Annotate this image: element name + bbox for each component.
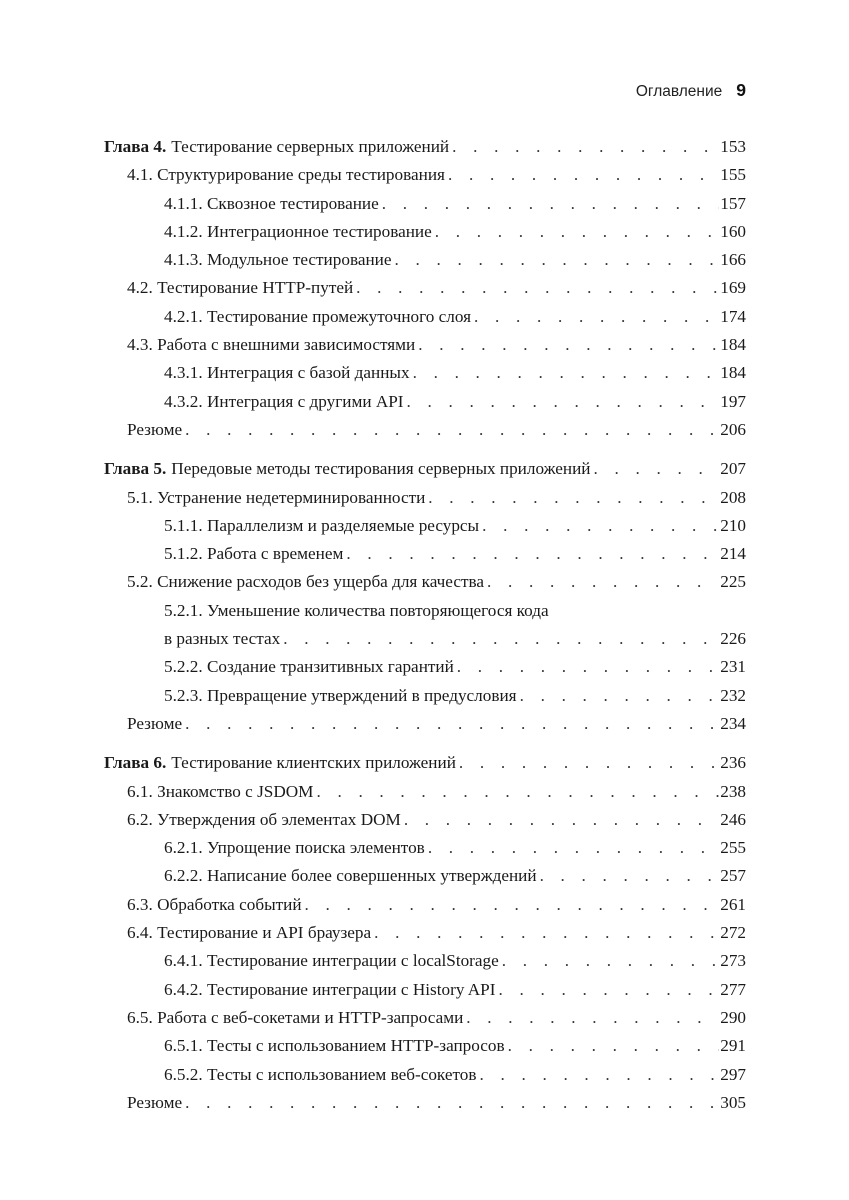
chapter-title: Тестирование серверных приложений [171, 137, 450, 156]
toc-entry[interactable] [104, 891, 746, 919]
entry-title: 5.2. Снижение расходов без ущерба для качества [127, 572, 485, 592]
page-ref: 214 [720, 544, 746, 564]
entry-title-line-2: в разных тестах [164, 629, 281, 649]
entry-title: 6.4. Тестирование и API браузера [127, 923, 372, 943]
page-ref: 232 [720, 685, 746, 705]
entry-title: 4.3.2. Интеграция с другими API [164, 391, 404, 411]
leader-dots [280, 625, 719, 653]
page-ref: 234 [720, 713, 746, 733]
entry-title: 6.2.1. Упрощение поиска элементов [164, 838, 425, 858]
entry-title: 6.1. Знакомство с JSDOM [127, 781, 314, 801]
page-ref: 184 [720, 335, 746, 355]
leader-dots [379, 190, 719, 218]
toc-entry[interactable] [104, 331, 746, 359]
chapter-label: Глава 6. [104, 753, 167, 773]
toc-entry[interactable] [104, 218, 746, 246]
toc-entry[interactable] [104, 484, 746, 512]
toc-entry[interactable] [104, 359, 746, 387]
entry-title: 6.3. Обработка событий [127, 894, 302, 914]
toc-entry[interactable] [104, 1061, 746, 1089]
entry-title: 6.4.1. Тестирование интеграции с localStorage [164, 951, 499, 971]
page-ref: 290 [720, 1007, 746, 1027]
entry-title: 4.3.1. Интеграция с базой данных [164, 363, 410, 383]
toc-entry[interactable] [104, 1032, 746, 1060]
page-ref: 160 [720, 221, 746, 241]
entry-title: 5.1.1. Параллелизм и разделяемые ресурсы [164, 515, 480, 535]
toc-summary[interactable] [104, 710, 746, 738]
leader-dots [471, 303, 719, 331]
leader-dots [476, 1061, 719, 1089]
entry-title: 5.1.2. Работа с временем [164, 544, 344, 564]
page-ref: 255 [720, 838, 746, 858]
toc-entry[interactable] [104, 862, 746, 890]
page-ref: 297 [720, 1064, 746, 1084]
page-ref: 272 [720, 923, 746, 943]
entry-title: 6.5.1. Тесты с использованием HTTP-запросов [164, 1036, 505, 1056]
toc-entry[interactable] [104, 388, 746, 416]
chapter-label: Глава 4. [104, 137, 167, 156]
toc-entry[interactable] [104, 161, 746, 189]
page-ref: 155 [720, 165, 746, 185]
entry-title: 4.1.3. Модульное тестирование [164, 250, 392, 270]
page-ref: 208 [720, 487, 746, 507]
chapter-spacer [104, 444, 746, 455]
toc-entry[interactable] [104, 512, 746, 540]
toc-entry[interactable] [104, 303, 746, 331]
entry-title: 6.2. Утверждения об элементах DOM [127, 809, 401, 829]
page-ref: 153 [720, 137, 746, 156]
entry-title: 6.4.2. Тестирование интеграции с History API [164, 979, 496, 999]
entry-title: Резюме [127, 419, 183, 439]
entry-title: 4.1. Структурирование среды тестирования [127, 165, 445, 185]
leader-dots [182, 710, 719, 738]
leader-dots [495, 976, 719, 1004]
leader-dots [432, 218, 719, 246]
entry-title: 4.1.1. Сквозное тестирование [164, 193, 379, 213]
leader-dots [353, 274, 719, 302]
page-ref: 197 [720, 391, 746, 411]
page-ref: 206 [720, 419, 746, 439]
leader-dots [343, 540, 719, 568]
leader-dots [456, 749, 719, 777]
toc-entry[interactable] [104, 246, 746, 274]
entry-title: 6.5.2. Тесты с использованием веб-сокетов [164, 1064, 477, 1084]
leader-dots [182, 416, 719, 444]
toc-entry[interactable] [104, 190, 746, 218]
toc-entry[interactable] [104, 682, 746, 710]
leader-dots [479, 512, 719, 540]
chapter-title: Тестирование клиентских приложений [171, 753, 456, 773]
header-title: Оглавление [635, 83, 723, 100]
page-ref: 291 [720, 1036, 746, 1056]
toc-entry[interactable] [104, 919, 746, 947]
toc-entry[interactable] [104, 540, 746, 568]
page-ref: 207 [720, 459, 746, 479]
page-ref: 210 [720, 515, 746, 535]
entry-title: 4.1.2. Интеграционное тестирование [164, 221, 432, 241]
entry-title: 5.1. Устранение недетерминированности [127, 487, 426, 507]
leader-dots [445, 161, 719, 189]
leader-dots [505, 1032, 720, 1060]
toc-entry[interactable] [104, 568, 746, 596]
entry-title: Резюме [127, 1092, 183, 1112]
entry-title: 4.2. Тестирование HTTP-путей [127, 278, 354, 298]
toc-entry[interactable] [104, 947, 746, 975]
chapter-spacer [104, 738, 746, 749]
header-page-number: 9 [736, 80, 746, 100]
leader-dots [404, 388, 720, 416]
leader-dots [391, 246, 719, 274]
leader-dots [425, 484, 719, 512]
page-ref: 169 [720, 278, 746, 298]
leader-dots [463, 1004, 719, 1032]
toc-entry[interactable] [104, 976, 746, 1004]
page-ref: 225 [720, 572, 746, 592]
entry-title: 5.2.2. Создание транзитивных гарантий [164, 657, 454, 677]
chapter-label: Глава 5. [104, 459, 167, 479]
toc-entry-multiline[interactable] [104, 597, 746, 654]
page-ref: 226 [720, 629, 746, 649]
entry-title: 4.3. Работа с внешними зависимостями [127, 335, 416, 355]
page-ref: 246 [720, 809, 746, 829]
toc-chapter-5[interactable] [104, 455, 746, 483]
leader-dots [410, 359, 720, 387]
page-ref: 261 [720, 894, 746, 914]
toc-entry[interactable] [104, 778, 746, 806]
leader-dots [415, 331, 719, 359]
toc-summary[interactable] [104, 416, 746, 444]
leader-dots [182, 1089, 719, 1117]
entry-title: 5.2.3. Превращение утверждений в предусловия [164, 685, 517, 705]
toc-entry[interactable] [104, 1004, 746, 1032]
toc-summary[interactable] [104, 1089, 746, 1117]
leader-dots [537, 862, 720, 890]
running-header [636, 80, 746, 101]
leader-dots [591, 455, 720, 483]
entry-title: 6.5. Работа с веб-сокетами и HTTP-запросами [127, 1007, 464, 1027]
leader-dots [454, 653, 719, 681]
page-ref: 238 [720, 781, 746, 801]
entry-title: Резюме [127, 713, 183, 733]
toc-entry[interactable] [104, 653, 746, 681]
toc-entry[interactable] [104, 834, 746, 862]
page-ref: 277 [720, 979, 746, 999]
page-ref: 305 [720, 1092, 746, 1112]
chapter-title: Передовые методы тестирования серверных приложений [171, 459, 591, 479]
leader-dots [484, 568, 719, 596]
page-ref: 184 [720, 363, 746, 383]
page-ref: 174 [720, 306, 746, 326]
entry-title-line-1: 5.2.1. Уменьшение количества повторяющегося кода [164, 600, 549, 620]
leader-dots [425, 834, 719, 862]
leader-dots [449, 133, 719, 161]
leader-dots [517, 682, 720, 710]
page-ref: 166 [720, 250, 746, 270]
page-ref: 273 [720, 951, 746, 971]
toc-entry[interactable] [104, 806, 746, 834]
entry-title: 6.2.2. Написание более совершенных утверждений [164, 866, 537, 886]
toc-chapter-6[interactable] [104, 749, 746, 777]
leader-dots [499, 947, 719, 975]
entry-title: 4.2.1. Тестирование промежуточного слоя [164, 306, 472, 326]
page-ref: 231 [720, 657, 746, 677]
leader-dots [371, 919, 719, 947]
page-ref: 257 [720, 866, 746, 886]
leader-dots [302, 891, 720, 919]
page-ref: 157 [720, 193, 746, 213]
leader-dots [401, 806, 719, 834]
table-of-contents [104, 133, 746, 1117]
toc-chapter-4[interactable] [104, 133, 746, 161]
leader-dots [313, 778, 719, 806]
page-ref: 236 [720, 753, 746, 773]
toc-entry[interactable] [104, 274, 746, 302]
